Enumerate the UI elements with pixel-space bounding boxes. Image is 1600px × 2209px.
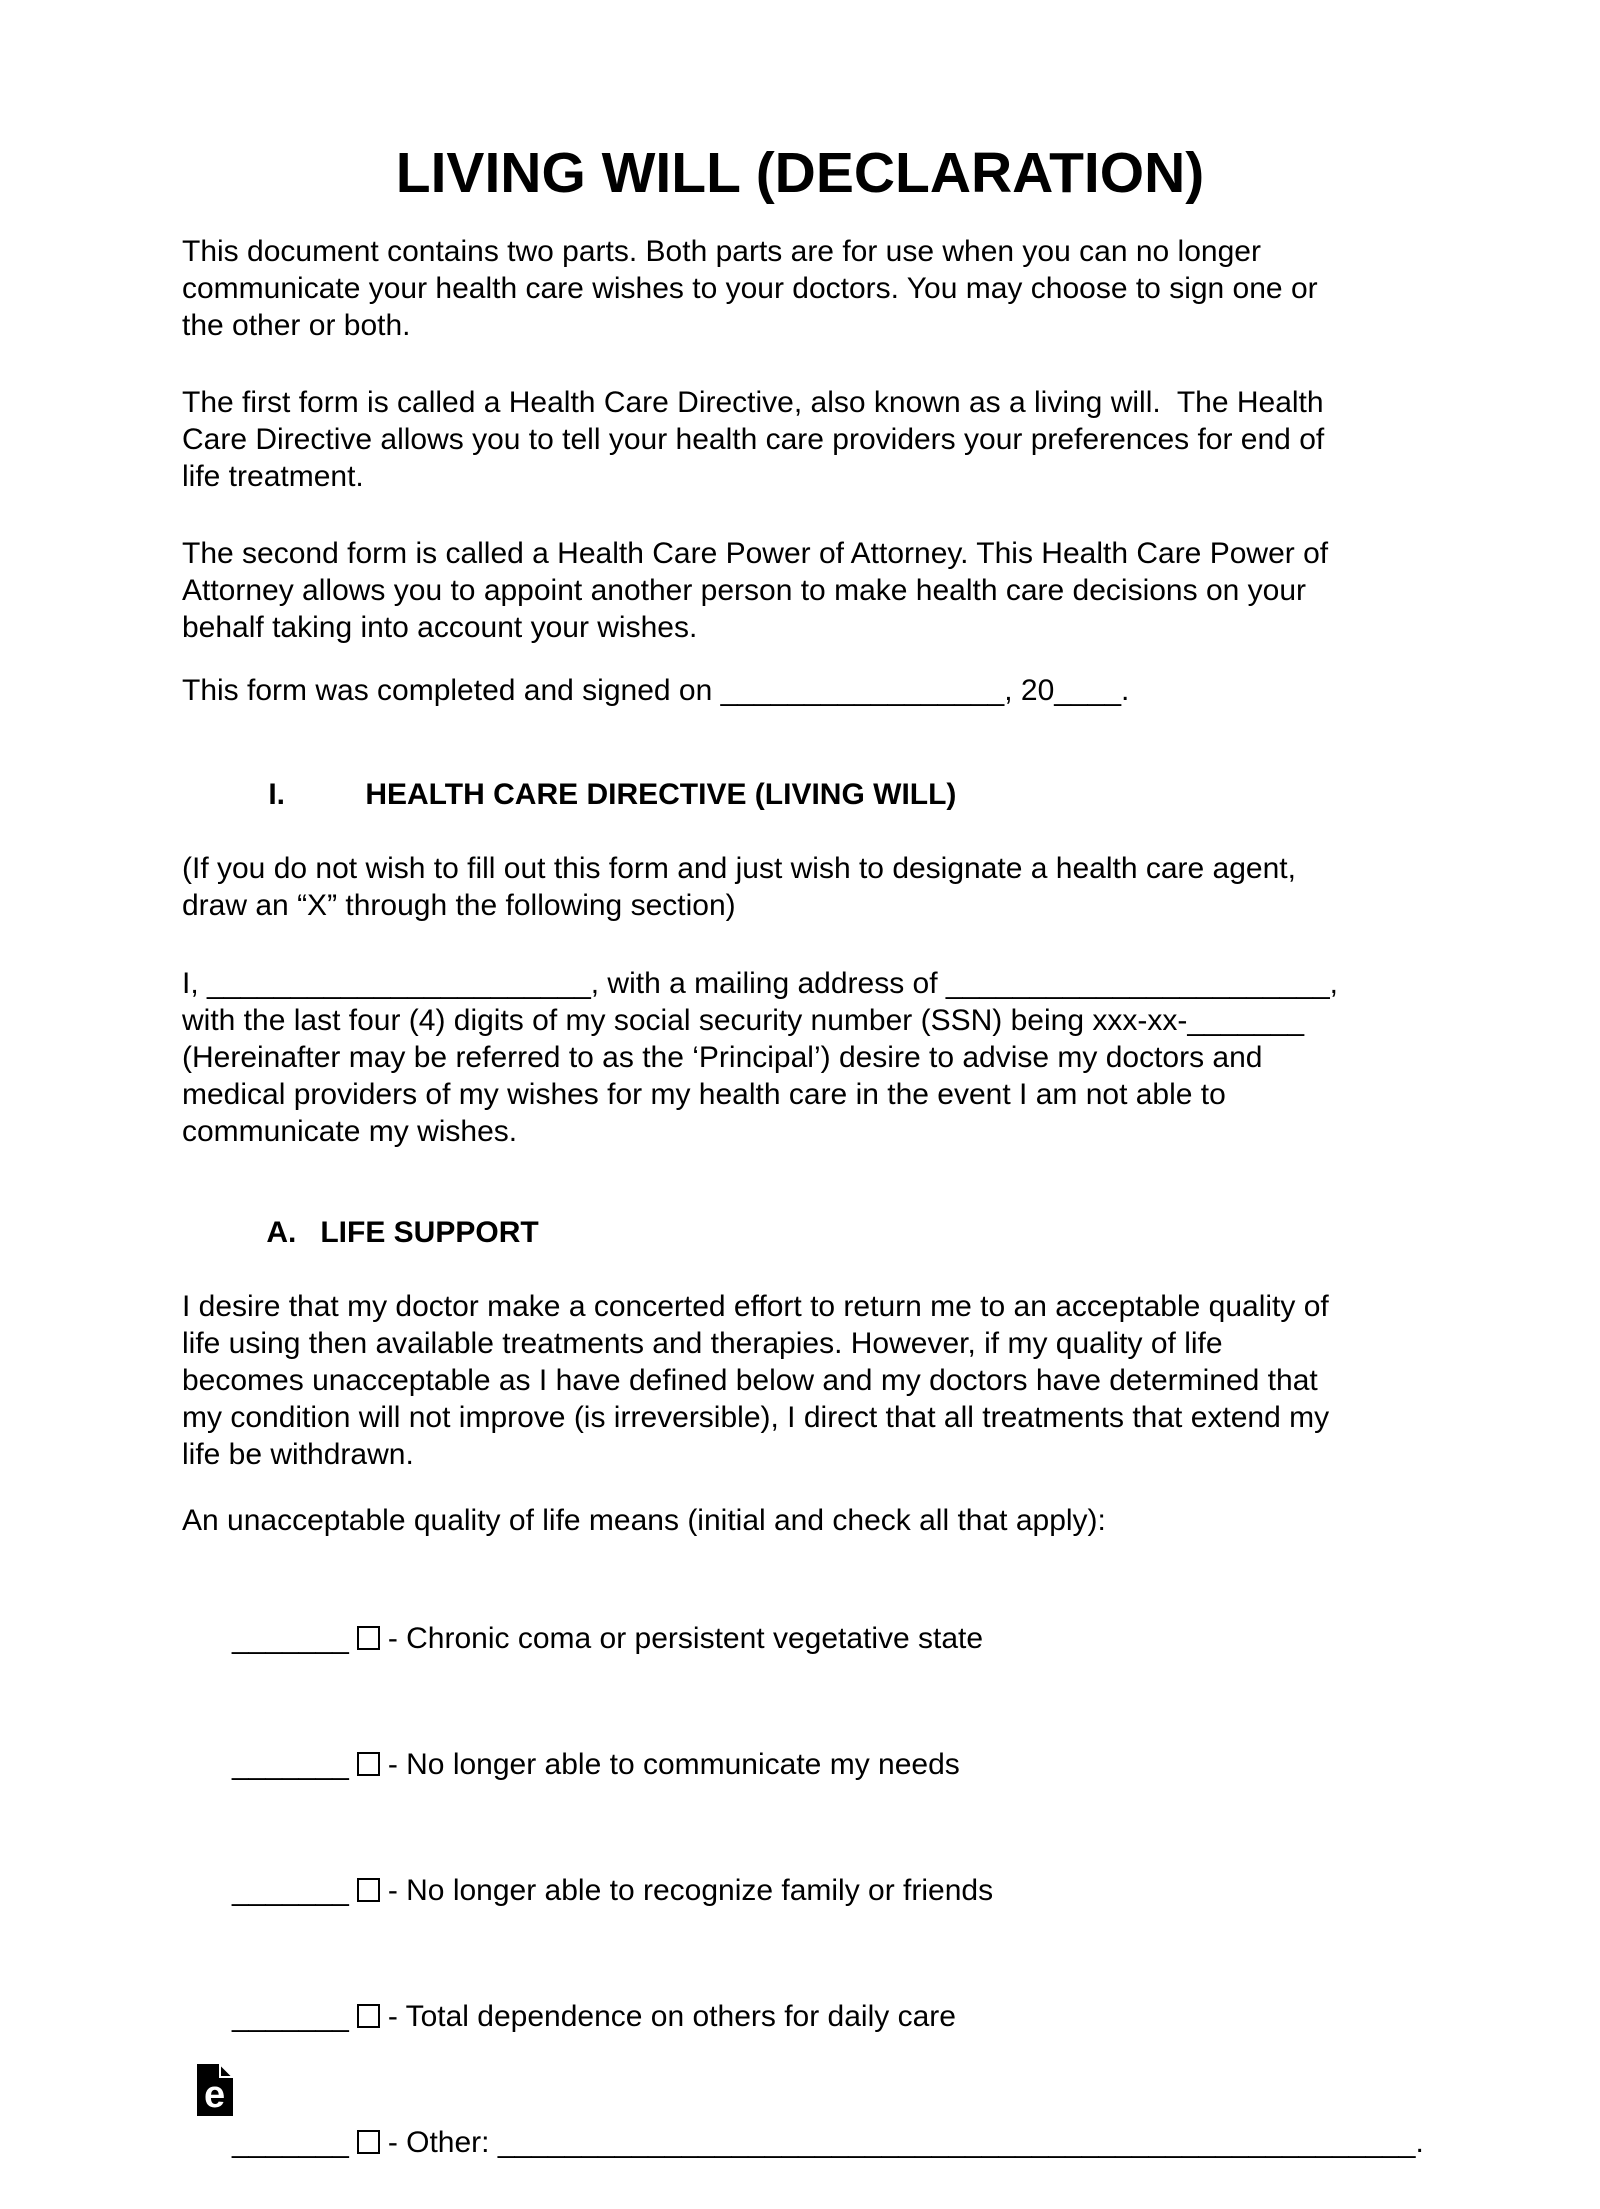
- text-line: the other or both.: [182, 309, 411, 342]
- section-1-title: HEALTH CARE DIRECTIVE (LIVING WILL): [365, 778, 957, 811]
- checkbox[interactable]: [357, 1752, 380, 1776]
- checklist-item-total-dependence: [182, 1954, 1418, 2080]
- quality-of-life-intro: An unacceptable quality of life means (initial and check all that apply):: [182, 1504, 1106, 1537]
- section-1-note: [182, 850, 1418, 924]
- checkbox[interactable]: [357, 1626, 380, 1650]
- text-line: life treatment.: [182, 460, 364, 493]
- eforms-document-logo-icon: [197, 2064, 233, 2116]
- text-line: life using then available treatments and therapies. However, if my quality of life: [182, 1327, 1223, 1360]
- text-line: This document contains two parts. Both parts are for use when you can no longer: [182, 235, 1261, 268]
- checklist-item-communicate-needs: [182, 1702, 1418, 1828]
- signed-date-line: This form was completed and signed on _________________, 20____.: [182, 674, 1130, 707]
- checkbox[interactable]: [357, 2130, 380, 2154]
- checklist-item-label: - No longer able to recognize family or friends: [387, 1874, 994, 1907]
- initials-blank: _______: [232, 2000, 349, 2033]
- text-line: The first form is called a Health Care Directive, also known as a living will. The Health: [182, 386, 1324, 419]
- text-line: (If you do not wish to fill out this form and just wish to designate a health care agent,: [182, 852, 1296, 885]
- text-line: my condition will not improve (is irreversible), I direct that all treatments that extend my: [182, 1401, 1330, 1434]
- text-line: communicate my wishes.: [182, 1115, 518, 1148]
- section-a-title: LIFE SUPPORT: [320, 1216, 539, 1249]
- other-blank: _______________________________________________________.: [497, 2126, 1424, 2159]
- paragraph-principal: [182, 965, 1418, 1150]
- checklist-item-chronic-coma: [182, 1576, 1418, 1702]
- text-line: draw an “X” through the following section): [182, 889, 736, 922]
- text-line: I desire that my doctor make a concerted effort to return me to an acceptable quality of: [182, 1290, 1329, 1323]
- section-a-heading: [182, 1177, 1418, 1288]
- paragraph-life-support: [182, 1288, 1418, 1473]
- page-title: LIVING WILL (DECLARATION): [395, 141, 1205, 205]
- text-line: becomes unacceptable as I have defined below and my doctors have determined that: [182, 1364, 1318, 1397]
- checklist-item-label: - No longer able to communicate my needs: [387, 1748, 960, 1781]
- text-line: communicate your health care wishes to your doctors. You may choose to sign one or: [182, 272, 1318, 305]
- checklist-item-label: - Chronic coma or persistent vegetative state: [387, 1622, 984, 1655]
- initials-blank: _______: [232, 1748, 349, 1781]
- checkbox[interactable]: [357, 2004, 380, 2028]
- initials-blank: _______: [232, 2126, 349, 2159]
- initials-blank: _______: [232, 1874, 349, 1907]
- text-line: life be withdrawn.: [182, 1438, 414, 1471]
- checklist-item-recognize-family: [182, 1828, 1418, 1954]
- paragraph-health-care-directive: [182, 384, 1418, 495]
- text-line: medical providers of my wishes for my health care in the event I am not able to: [182, 1078, 1226, 1111]
- checkbox[interactable]: [357, 1878, 380, 1902]
- section-1-number: I.: [268, 778, 286, 811]
- text-line: Attorney allows you to appoint another person to make health care decisions on your: [182, 574, 1307, 607]
- initials-blank: _______: [232, 1622, 349, 1655]
- paragraph-intro: [182, 233, 1418, 344]
- logo-letter: e: [204, 2074, 226, 2116]
- section-1-heading: [182, 739, 1418, 850]
- paragraph-power-of-attorney: [182, 535, 1418, 646]
- section-a-number: A.: [266, 1216, 297, 1249]
- checklist-item-label: - Total dependence on others for daily care: [387, 2000, 956, 2033]
- quality-of-life-checklist: [182, 1576, 1424, 2206]
- text-line: behalf taking into account your wishes.: [182, 611, 698, 644]
- principal-ssn-line: with the last four (4) digits of my social security number (SSN) being xxx-xx-_______: [182, 1004, 1305, 1037]
- document-page: [0, 139, 1600, 2206]
- text-line: Care Directive allows you to tell your health care providers your preferences for end of: [182, 423, 1325, 456]
- checklist-item-label: - Other:: [387, 2126, 498, 2159]
- checklist-item-other: [182, 2080, 1424, 2206]
- text-line: The second form is called a Health Care Power of Attorney. This Health Care Power of: [182, 537, 1329, 570]
- text-line: (Hereinafter may be referred to as the ‘Principal’) desire to advise my doctors and: [182, 1041, 1263, 1074]
- principal-name-address-line: I, _______________________, with a mailing address of _______________________,: [182, 967, 1338, 1000]
